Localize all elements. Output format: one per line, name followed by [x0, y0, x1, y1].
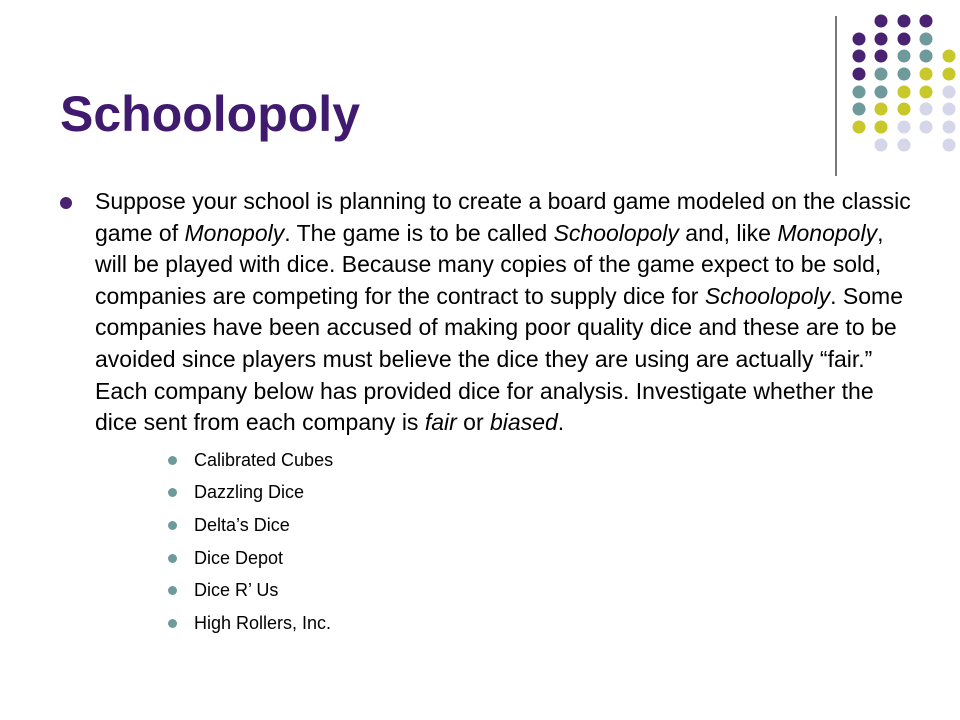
decorative-dot	[920, 86, 933, 99]
decorative-dot	[853, 33, 866, 46]
list-item	[168, 612, 918, 645]
decorative-dot	[898, 139, 911, 152]
decorative-dot	[943, 50, 956, 63]
decorative-dot	[875, 139, 888, 152]
decorative-dot	[875, 121, 888, 134]
text-run: . The game is to be called	[284, 219, 554, 246]
italic-text: fair	[424, 409, 457, 436]
company-name: Calibrated Cubes	[194, 449, 334, 470]
list-item	[168, 481, 918, 514]
italic-text: Monopoly	[777, 219, 878, 246]
company-list	[58, 449, 918, 645]
bullet-dot-icon	[168, 586, 177, 595]
decorative-dot	[898, 33, 911, 46]
decorative-dot	[898, 50, 911, 63]
decorative-dot	[875, 33, 888, 46]
decorative-dot	[943, 103, 956, 116]
decorative-dot	[920, 33, 933, 46]
decorative-dot	[898, 15, 911, 28]
decorative-dot	[875, 50, 888, 63]
decorative-dot	[875, 86, 888, 99]
text-run: , will be played with dice. Because many copies of the game expect to be sold, companies are competing for the contract to supply dice for	[95, 219, 884, 309]
bullet-dot-icon	[168, 521, 177, 530]
decorative-dot	[853, 121, 866, 134]
decorative-dot	[943, 68, 956, 81]
decorative-dot	[920, 121, 933, 134]
decorative-dot	[853, 50, 866, 63]
slide-title: Schoolopoly	[60, 86, 360, 142]
text-run: or	[456, 409, 491, 436]
decorative-dot	[853, 86, 866, 99]
decorative-dot	[898, 121, 911, 134]
decorative-dot	[898, 68, 911, 81]
decorative-dot	[920, 103, 933, 116]
main-bullet-item	[58, 186, 918, 439]
decorative-dot	[920, 15, 933, 28]
decorative-dot	[853, 103, 866, 116]
italic-text: Schoolopoly	[553, 219, 679, 246]
decorative-dot	[898, 103, 911, 116]
slide-body	[58, 186, 918, 644]
task-paragraph	[95, 188, 911, 435]
text-run: . Some companies have been accused of making poor quality dice and these are to be avoided since players must believe the dice they are using are actually “fair.” Each company below has provided dice for analysis. Investigate whether the dice sent from each company is	[95, 282, 904, 436]
text-run: and, like	[678, 219, 778, 246]
decorative-dot	[875, 15, 888, 28]
bullet-dot-icon	[168, 488, 177, 497]
list-item	[168, 547, 918, 580]
decorative-dot	[875, 68, 888, 81]
bullet-dot-icon	[168, 619, 177, 628]
decorative-dot	[920, 50, 933, 63]
text-run: .	[557, 409, 565, 436]
bullet-dot-icon	[168, 456, 177, 465]
list-item	[168, 579, 918, 612]
decorative-dot	[853, 68, 866, 81]
list-item	[168, 449, 918, 482]
decorative-dot	[898, 86, 911, 99]
list-item	[168, 514, 918, 547]
bullet-dot-icon	[168, 554, 177, 563]
italic-text: Monopoly	[184, 219, 285, 246]
company-name: Dice R’ Us	[194, 580, 279, 601]
company-name: Dazzling Dice	[194, 482, 305, 503]
decorative-dot	[875, 103, 888, 116]
decorative-dot	[943, 139, 956, 152]
text-run: Suppose your school is planning to create a board game modeled on the classic game of	[95, 188, 911, 246]
company-name: Dice Depot	[194, 547, 284, 568]
bullet-dot-icon	[60, 197, 72, 209]
decorative-dot	[920, 68, 933, 81]
italic-text: Schoolopoly	[704, 282, 831, 309]
company-name: Delta’s Dice	[194, 514, 290, 535]
company-name: High Rollers, Inc.	[194, 612, 332, 633]
decorative-dot	[943, 86, 956, 99]
italic-text: biased	[490, 409, 558, 436]
decorative-dot	[943, 121, 956, 134]
